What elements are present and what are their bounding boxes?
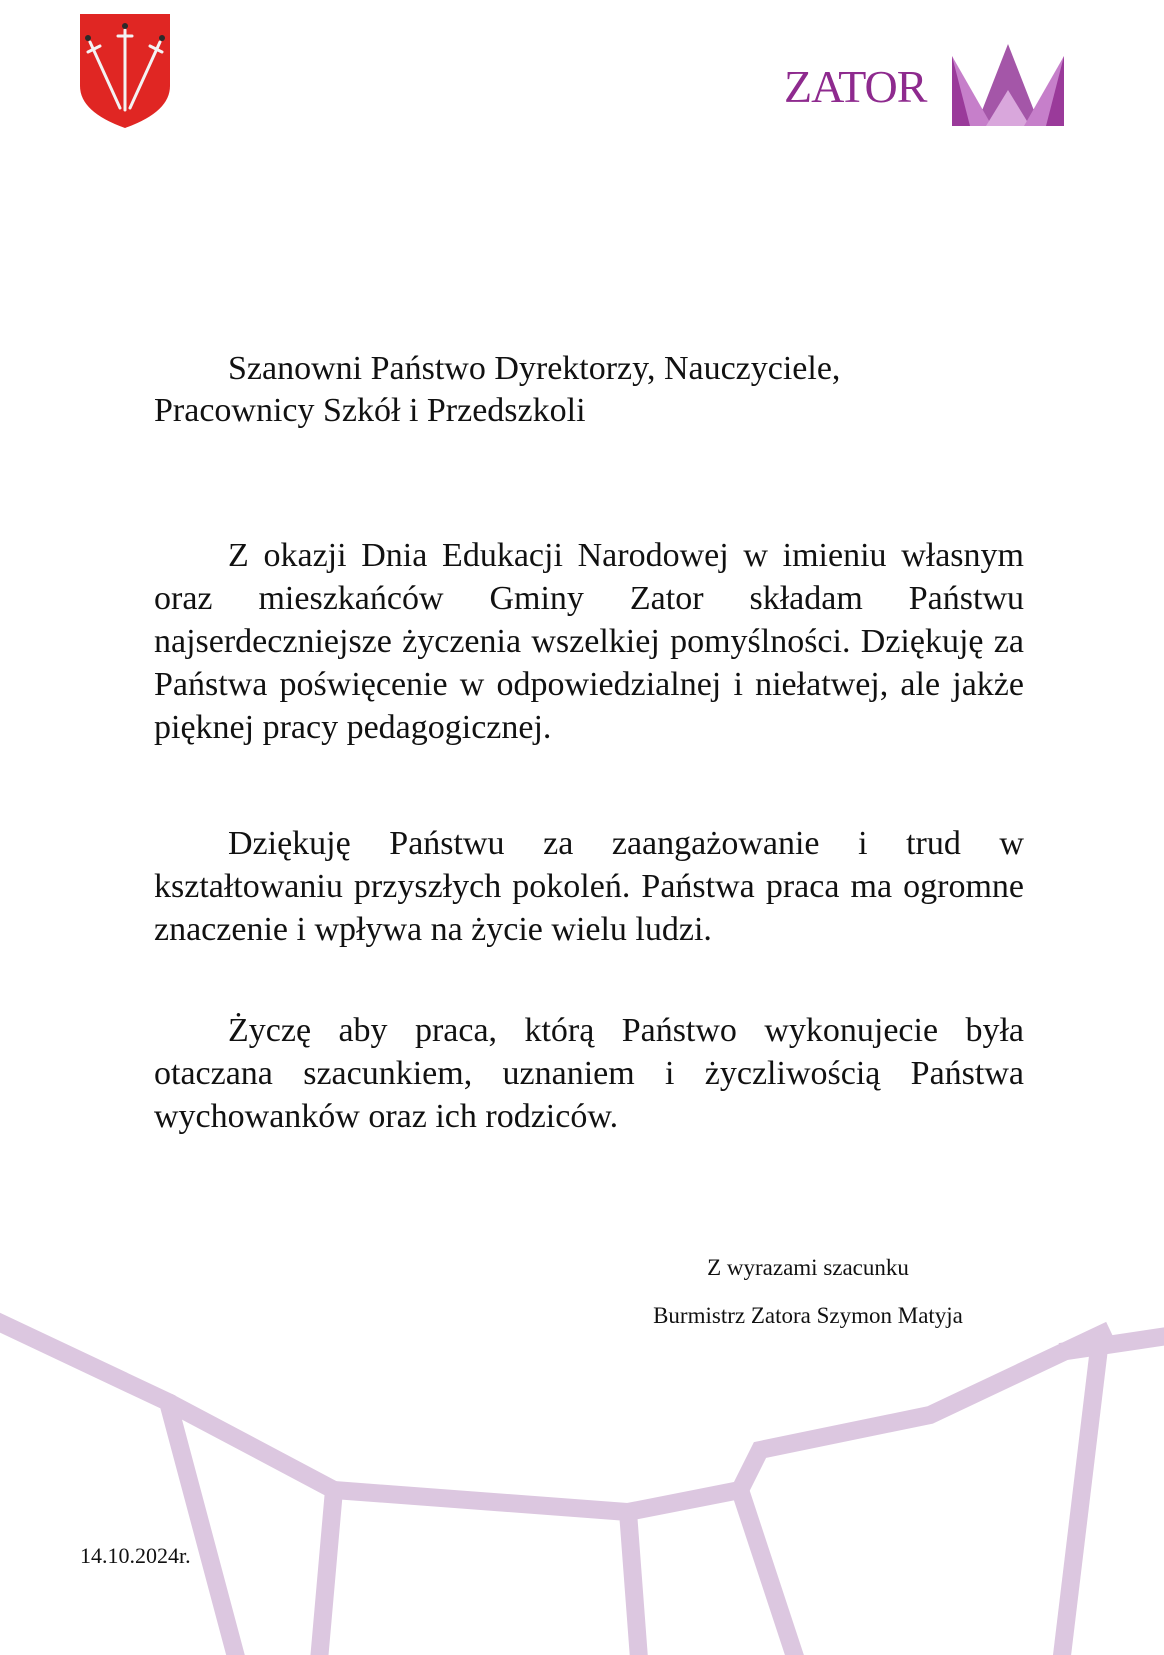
paragraph-3: Życzę aby praca, którą Państwo wykonujecie była otaczana szacunkiem, uznaniem i życzliwością Państwa wychowanków oraz ich rodziców. xyxy=(154,1012,1024,1135)
zator-logo-text: ZATOR xyxy=(784,61,927,112)
signature: Burmistrz Zatora Szymon Matyja xyxy=(653,1303,963,1328)
greeting-line-2: Pracownicy Szkół i Przedszkoli xyxy=(154,392,586,429)
letter-date: 14.10.2024r. xyxy=(80,1543,191,1568)
crown-logo-icon xyxy=(950,42,1066,128)
coat-of-arms-icon xyxy=(78,12,172,130)
greeting-line-1: Szanowni Państwo Dyrektorzy, Nauczyciele, xyxy=(228,350,841,387)
closing-text: Z wyrazami szacunku xyxy=(707,1255,909,1280)
greeting xyxy=(154,348,1024,432)
paragraph-1: Z okazji Dnia Edukacji Narodowej w imieniu własnym oraz mieszkańców Gminy Zator składam Państwu najserdeczniejsze życzenia wszelkiej pomyślności. Dziękuję za Państwa poświęcenie w odpowiedzialnej i niełatwej, ale jakże pięknej pracy pedagogicznej. xyxy=(154,537,1024,746)
paragraph-2: Dziękuję Państwu za zaangażowanie i trud w kształtowaniu przyszłych pokoleń. Państwa praca ma ogromne znaczenie i wpływa na życie wielu ludzi. xyxy=(154,825,1024,948)
